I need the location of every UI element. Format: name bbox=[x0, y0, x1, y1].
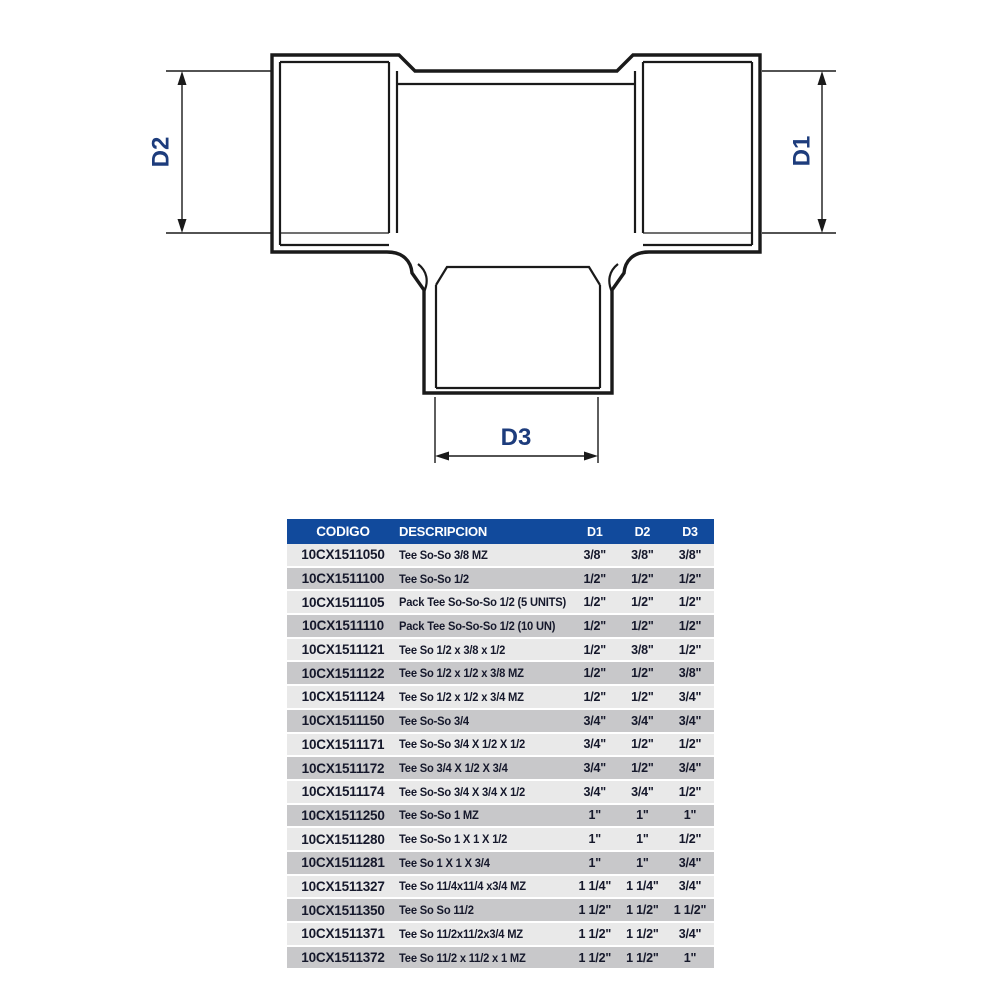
table-row bbox=[287, 781, 714, 803]
cell-d1: 1 1/2" bbox=[578, 903, 612, 918]
arrow-up-icon bbox=[178, 71, 187, 85]
label-d1: D1 bbox=[788, 135, 816, 167]
cell-desc: Tee So 1/2 x 3/8 x 1/2 bbox=[399, 642, 506, 657]
cell-d2: 1" bbox=[636, 808, 649, 823]
header-descripcion: DESCRIPCION bbox=[399, 524, 488, 539]
arrow-down-icon bbox=[178, 219, 187, 233]
header-codigo: CODIGO bbox=[316, 524, 370, 539]
cell-code: 10CX1511371 bbox=[301, 926, 385, 942]
cell-desc: Tee So-So 1 X 1 X 1/2 bbox=[399, 832, 508, 847]
table-row bbox=[287, 639, 714, 661]
cell-d1: 1" bbox=[588, 855, 602, 870]
tee-wall-lines bbox=[280, 62, 752, 388]
cell-desc: Tee So 1/2 x 1/2 x 3/8 MZ bbox=[399, 666, 524, 681]
table-header bbox=[287, 519, 714, 544]
header-d1: D1 bbox=[587, 524, 603, 539]
dimension-d1 bbox=[762, 71, 836, 233]
cell-code: 10CX1511372 bbox=[301, 950, 385, 966]
cell-d1: 1 1/2" bbox=[578, 926, 612, 941]
cell-d2: 3/4" bbox=[631, 713, 654, 728]
cell-d2: 3/8" bbox=[631, 547, 654, 562]
label-d2: D2 bbox=[147, 136, 175, 168]
cell-d2: 1/2" bbox=[631, 689, 654, 704]
cell-d3: 1/2" bbox=[678, 618, 702, 633]
table-row bbox=[287, 899, 714, 921]
header-d3: D3 bbox=[682, 524, 698, 539]
cell-d2: 1 1/2" bbox=[626, 950, 659, 965]
cell-d3: 1/2" bbox=[678, 832, 702, 847]
table-row bbox=[287, 568, 714, 590]
cell-d3: 3/4" bbox=[678, 855, 702, 870]
cell-d2: 1/2" bbox=[631, 595, 654, 610]
cell-code: 10CX1511327 bbox=[301, 878, 385, 894]
header-d2: D2 bbox=[634, 524, 651, 539]
cell-desc: Tee So-So 1/2 bbox=[399, 571, 469, 586]
cell-d2: 1/2" bbox=[631, 737, 654, 752]
cell-desc: Tee So-So 1 MZ bbox=[399, 808, 479, 823]
cell-desc: Tee So-So 3/8 MZ bbox=[399, 547, 488, 562]
cell-d1: 3/8" bbox=[583, 547, 607, 562]
cell-d3: 3/4" bbox=[678, 713, 702, 728]
cell-desc: Pack Tee So-So-So 1/2 (10 UN) bbox=[399, 618, 556, 633]
cell-d3: 3/4" bbox=[678, 761, 702, 776]
cell-d3: 1/2" bbox=[678, 595, 702, 610]
cell-d3: 3/4" bbox=[678, 689, 702, 704]
cell-d1: 3/4" bbox=[583, 737, 607, 752]
cell-d1: 1" bbox=[588, 808, 602, 823]
table-row bbox=[287, 615, 714, 637]
table-row bbox=[287, 710, 714, 732]
cell-d1: 3/4" bbox=[583, 761, 607, 776]
cell-d1: 1" bbox=[588, 832, 602, 847]
cell-d2: 1" bbox=[636, 832, 649, 847]
table-row bbox=[287, 686, 714, 708]
table-row bbox=[287, 947, 714, 969]
table-row bbox=[287, 876, 714, 898]
cell-d1: 1/2" bbox=[583, 666, 607, 681]
cell-d2: 1 1/2" bbox=[626, 903, 659, 918]
table-row bbox=[287, 805, 714, 827]
dimension-d2 bbox=[147, 71, 272, 233]
cell-desc: Pack Tee So-So-So 1/2 (5 UNITS) bbox=[399, 595, 567, 610]
dimension-d3 bbox=[435, 397, 598, 463]
cell-d3: 1/2" bbox=[678, 784, 702, 799]
cell-d2: 1/2" bbox=[631, 761, 654, 776]
cell-d3: 1 1/2" bbox=[673, 903, 707, 918]
cell-code: 10CX1511172 bbox=[301, 760, 385, 776]
cell-code: 10CX1511105 bbox=[301, 594, 385, 610]
table-row bbox=[287, 734, 714, 756]
table-row bbox=[287, 852, 714, 874]
spec-table bbox=[287, 519, 714, 970]
cell-d1: 1/2" bbox=[583, 689, 607, 704]
cell-code: 10CX1511171 bbox=[301, 736, 385, 752]
cell-d3: 1" bbox=[683, 950, 697, 965]
arrow-right-icon bbox=[584, 452, 598, 461]
table-row bbox=[287, 757, 714, 779]
cell-d2: 1 1/4" bbox=[626, 879, 659, 894]
cell-desc: Tee So 1 X 1 X 3/4 bbox=[399, 855, 490, 870]
cell-d2: 1/2" bbox=[631, 666, 654, 681]
table-row bbox=[287, 544, 714, 566]
table-body bbox=[287, 544, 714, 968]
cell-code: 10CX1511050 bbox=[301, 547, 385, 563]
table-row bbox=[287, 662, 714, 684]
cell-d1: 1/2" bbox=[583, 595, 607, 610]
cell-d2: 3/4" bbox=[631, 784, 654, 799]
cell-code: 10CX1511124 bbox=[301, 689, 385, 705]
cell-d3: 1/2" bbox=[678, 571, 702, 586]
cell-code: 10CX1511250 bbox=[301, 807, 385, 823]
cell-desc: Tee So So 11/2 bbox=[399, 903, 474, 918]
cell-d1: 1/2" bbox=[583, 571, 607, 586]
cell-d3: 1/2" bbox=[678, 737, 702, 752]
cell-d3: 1" bbox=[683, 808, 697, 823]
tee-outline bbox=[272, 55, 760, 393]
cell-code: 10CX1511174 bbox=[301, 784, 385, 800]
arrow-up-icon bbox=[818, 71, 827, 85]
cell-d2: 3/8" bbox=[631, 642, 654, 657]
arrow-down-icon bbox=[818, 219, 827, 233]
cell-d3: 3/8" bbox=[678, 547, 702, 562]
cell-desc: Tee So 3/4 X 1/2 X 3/4 bbox=[399, 761, 508, 776]
cell-d1: 1/2" bbox=[583, 618, 607, 633]
cell-desc: Tee So 11/2 x 11/2 x 1 MZ bbox=[399, 950, 526, 965]
cell-code: 10CX1511280 bbox=[301, 831, 385, 847]
cell-code: 10CX1511100 bbox=[301, 571, 385, 587]
cell-code: 10CX1511121 bbox=[301, 642, 385, 658]
cell-d1: 1/2" bbox=[583, 642, 607, 657]
cell-desc: Tee So-So 3/4 X 1/2 X 1/2 bbox=[399, 737, 526, 752]
cell-code: 10CX1511281 bbox=[301, 855, 385, 871]
cell-d1: 3/4" bbox=[583, 713, 607, 728]
cell-desc: Tee So-So 3/4 X 3/4 X 1/2 bbox=[399, 784, 526, 799]
label-d3: D3 bbox=[500, 424, 532, 451]
table-row bbox=[287, 591, 714, 613]
cell-d1: 1 1/4" bbox=[578, 879, 612, 894]
cell-code: 10CX1511150 bbox=[301, 713, 385, 729]
cell-d1: 1 1/2" bbox=[578, 950, 612, 965]
cell-d2: 1 1/2" bbox=[626, 926, 659, 941]
cell-d2: 1/2" bbox=[631, 571, 654, 586]
cell-desc: Tee So-So 3/4 bbox=[399, 713, 469, 728]
table-row bbox=[287, 828, 714, 850]
cell-desc: Tee So 1/2 x 1/2 x 3/4 MZ bbox=[399, 689, 524, 704]
cell-code: 10CX1511350 bbox=[301, 902, 385, 918]
cell-desc: Tee So 11/4x11/4 x3/4 MZ bbox=[399, 879, 526, 894]
cell-d3: 3/8" bbox=[678, 666, 702, 681]
cell-d2: 1/2" bbox=[631, 618, 654, 633]
cell-d3: 1/2" bbox=[678, 642, 702, 657]
cell-d2: 1" bbox=[636, 855, 649, 870]
cell-d1: 3/4" bbox=[583, 784, 607, 799]
arrow-left-icon bbox=[435, 452, 449, 461]
cell-desc: Tee So 11/2x11/2x3/4 MZ bbox=[399, 926, 523, 941]
cell-d3: 3/4" bbox=[678, 879, 702, 894]
cell-code: 10CX1511122 bbox=[301, 665, 385, 681]
cell-d3: 3/4" bbox=[678, 926, 702, 941]
cell-code: 10CX1511110 bbox=[302, 618, 384, 634]
table-row bbox=[287, 923, 714, 945]
